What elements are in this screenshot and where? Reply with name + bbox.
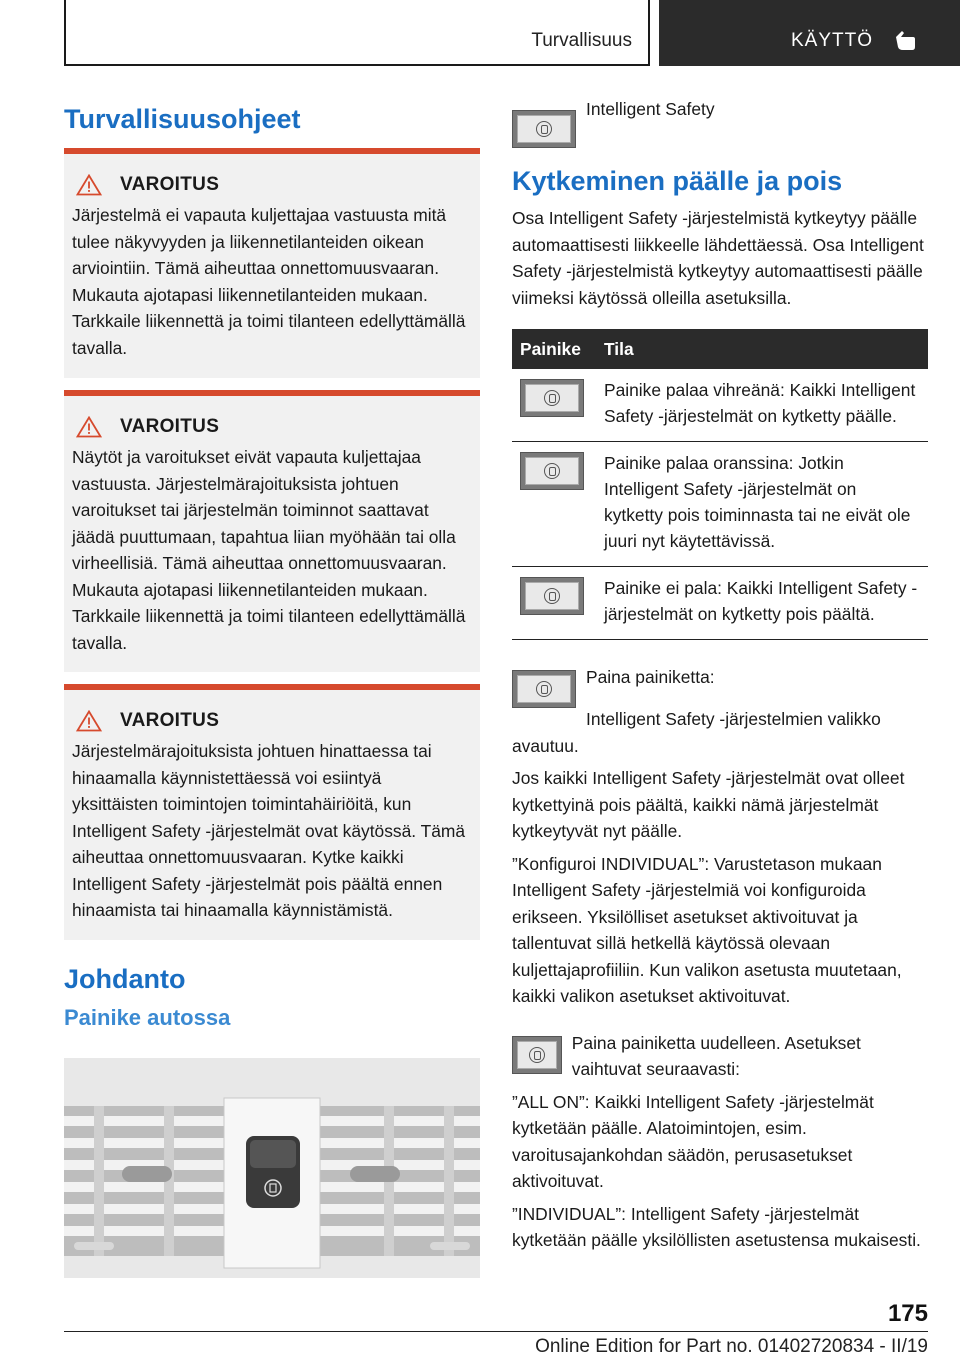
warning-text: Järjestelmärajoituksista johtuen hinattaessa tai hinaamalla käynnistettäessä voi esiintyä yksittäisten toimintojen toimintahäiriöitä, kun Intelligent Safety -järjestelmät ovat käytössä. Tämä aiheuttaa onnettomuusvaaran. Kytke kaikki Intelligent Safety -järjestelmät pois päältä ennen hinaamista tai hinaamalla käynnistämistä. xyxy=(72,741,466,920)
page-number: 175 xyxy=(887,1300,928,1327)
air-vent-illustration xyxy=(64,1058,480,1278)
instruction-press xyxy=(512,664,928,708)
warning-label: VAROITUS xyxy=(120,710,220,731)
paragraph: ”ALL ON”: Kaikki Intelligent Safety -järjestelmät kytketään päälle. Alatoimintojen, esim. varoitusajankohdan säädön, perusasetukset aktivoituvat. xyxy=(512,1091,874,1191)
page-title: Turvallisuusohjeet xyxy=(64,104,301,134)
warning-box xyxy=(64,148,480,378)
column-header: Tila xyxy=(596,329,928,369)
table-header-row xyxy=(512,329,928,369)
instruction-text: Paina painiketta: xyxy=(586,667,715,687)
intelligent-safety-button-icon xyxy=(512,670,576,708)
footer-divider xyxy=(64,1331,928,1332)
section-heading-intro: Johdanto xyxy=(64,964,186,994)
instruction-text: Paina painiketta uudelleen. Asetukset vaihtuvat seuraavasti: xyxy=(571,1032,861,1079)
button-state-table xyxy=(512,329,928,640)
intelligent-safety-button-icon xyxy=(520,577,584,615)
state-description: Painike palaa vihreänä: Kaikki Intelligent Safety -järjestelmät on kytketty päälle. xyxy=(596,369,928,442)
table-row xyxy=(512,442,928,567)
intelligent-safety-button-icon xyxy=(520,452,584,490)
warning-header xyxy=(76,710,472,732)
warning-label: VAROITUS xyxy=(120,416,220,437)
table-row xyxy=(512,567,928,640)
intelligent-safety-button-icon xyxy=(512,110,576,148)
state-description: Painike palaa oranssina: Jotkin Intelligent Safety -järjestelmät on kytketty pois toiminnasta tai ne eivät ole juuri nyt käytettävissä. xyxy=(596,442,928,567)
edition-footer: Online Edition for Part no. 01402720834 - II/19 xyxy=(535,1336,928,1357)
instruction-press-again xyxy=(512,1030,928,1083)
warning-label: VAROITUS xyxy=(120,174,220,195)
warning-text: Järjestelmä ei vapauta kuljettajaa vastuusta mitä tulee näkyvyyden ja liikennetilanteiden oikean arviointiin. Tämä aiheuttaa onnettomuusvaaran. Mukauta ajotapasi liikennetilanteiden mukaan. Tarkkaile liikennettä ja toimi tilanteen edellyttämällä tavalla. xyxy=(72,205,466,358)
table-row xyxy=(512,369,928,442)
state-description: Painike ei pala: Kaikki Intelligent Safety -järjestelmät on kytketty pois päältä. xyxy=(596,567,928,640)
chapter-title: KÄYTTÖ xyxy=(791,30,874,51)
section-title: Turvallisuus xyxy=(531,30,632,51)
paragraph: ”INDIVIDUAL”: Intelligent Safety -järjestelmät kytketään päälle yksilöllisten asetustensa mukaisesti. xyxy=(512,1203,921,1250)
column-header: Painike xyxy=(512,329,596,369)
warning-triangle-icon xyxy=(76,416,102,438)
warning-triangle-icon xyxy=(76,710,102,732)
icon-caption-row xyxy=(512,96,928,148)
pointing-hand-icon xyxy=(893,27,919,53)
instruction-result: Intelligent Safety -järjestelmien valikko avautuu. xyxy=(512,709,881,756)
warning-box xyxy=(64,684,480,940)
warning-text: Näytöt ja varoitukset eivät vapauta kuljettajaa vastuusta. Järjestelmärajoituksista johtuen varoitukset tai järjestelmän toiminnot saattavat jäädä puuttumaan, tapahtua liian myöhään tai olla virheellisiä. Tämä aiheuttaa onnettomuusvaaran. Mukauta ajotapasi liikennetilanteiden mukaan. Tarkkaile liikennettä ja toimi tilanteen edellyttämällä tavalla. xyxy=(72,447,466,653)
paragraph: Jos kaikki Intelligent Safety -järjestelmät ovat olleet kytkettyinä pois päältä, kaikki nämä järjestelmät kytkeytyvät nyt päälle. xyxy=(512,768,905,841)
intelligent-safety-button-icon xyxy=(520,379,584,417)
left-column xyxy=(64,96,480,1031)
right-column xyxy=(512,96,928,1254)
intro-paragraph: Osa Intelligent Safety -järjestelmistä kytkeytyy päälle automaattisesti liikkeelle lähdettäessä. Osa Intelligent Safety -järjestelmistä kytkeytyy automaattisesti päälle viimeksi käytössä olleilla asetuksilla. xyxy=(512,208,924,308)
chapter-tab xyxy=(659,0,960,66)
page-header xyxy=(0,0,960,66)
intelligent-safety-button-icon xyxy=(512,1036,562,1074)
warning-triangle-icon xyxy=(76,174,102,196)
paragraph: ”Konfiguroi INDIVIDUAL”: Varustetason mukaan Intelligent Safety -järjestelmiä voi konfiguroida erikseen. Yksilölliset asetukset aktivoituvat ja tallentuvat sillä hetkellä käytössä olevaan kuljettajaprofiiliin. Kun valikon asetusta muutetaan, kaikki valikon asetukset aktivoituvat. xyxy=(512,853,902,1006)
icon-caption: Intelligent Safety xyxy=(586,99,715,119)
section-tab xyxy=(64,0,650,66)
warning-header xyxy=(76,416,472,438)
section-heading-on-off: Kytkeminen päälle ja pois xyxy=(512,166,843,196)
subheading-button-in-car: Painike autossa xyxy=(64,1005,231,1030)
warning-header xyxy=(76,174,472,196)
warning-box xyxy=(64,390,480,672)
car-button-photo xyxy=(64,1058,480,1278)
